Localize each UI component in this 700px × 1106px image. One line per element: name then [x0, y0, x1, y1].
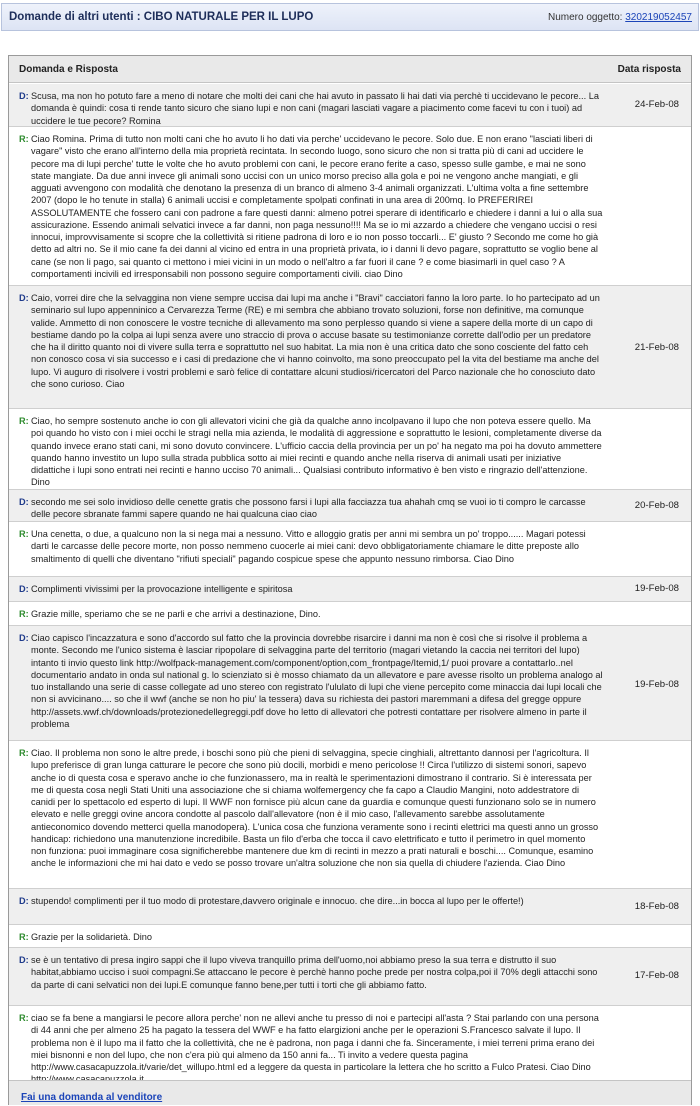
answer-date: 20-Feb-08	[634, 500, 679, 511]
answer-text: Ciao Romina. Prima di tutto non molti cani che ho avuto li ho dati via perche' uccidevano le pecore. Solo due. E non erano "lasciati liberi di vagare" visto che erano all'interno della mia proprietà recintata. In secondo luogo, sono sicuro che non si tratta più di cani ad uccidere le pecore ma di lupi perche' tutte le volte che ho avuto problemi con cani, le pecore erano ferite a caso, spesso sulle gambe, e mai ne sono state mangiate. Da due anni invece gli animali sono uccisi con un unico morso preciso alla gola e poi ne vengono anche mangiati, e gli agguati avvengono con modalità che denotano la presenza di un branco di almeno 3-4 animali organizzati. L'ultima volta a fine settembre 2007 (dopo le ho tenute in stalla) 6 animali uccisi e completamente spolpati confinati in una area di 200mq. Io PREFERIREI ASSOLUTAMENTE che fossero cani con padrone a fare questi danni: almeno potrei sperare di identificarlo e chiedere i danni a lui o alla sua assicurazione. Essendo animali selvatici invece a far danni, non paga nessuno!!!! Ma se io mi azzardo a chiedere che vengano uccisi o resi innocui, improvvisamente si scopre che la collettività si ritiene padrona di loro e io non posso toccarli... E' giusto ? Secondo me come ho già detto ad altri no. Se il mio cane fa dei danni al vicino ed entra in una proprietà privata, io i danni li devo pagare, soprattutto se voglio bene al cane (se non li pago, sai quanto ci mettono i miei vicini in un modo o nell'altro a far fuori il cane ? e come biasimarli in quel caso ? A comportamenti incivili ed irresponsabili non possono seguire comportamenti civili. ciao Dino	[31, 134, 603, 279]
answer-row	[9, 741, 691, 888]
table-header	[9, 56, 691, 83]
qa-table	[8, 55, 692, 1105]
page-header	[1, 3, 699, 31]
table-footer	[9, 1080, 691, 1105]
question-row	[9, 577, 691, 601]
answer-text: Una cenetta, o due, a qualcuno non la si nega mai a nessuno. Vitto e alloggio gratis per anni mi sembra un po' troppo...... Magari potessi darti le carcasse delle pecore morte, non posso nemmeno cuocerle ai miei cani: devo obbligatoriamente chiamare le ditte preposte allo smaltimento di quelli che diventano "rifiuti speciali" pagando cospicue spese che appunto nessuno rimborsa. Ciao Dino	[31, 529, 586, 564]
question-text: Ciao capisco l'incazzatura e sono d'accordo sul fatto che la provincia dovrebbe risarcire i danni ma non è così che si risolve il problema a monte. Secondo me l'unico sistema è lasciar ripopolare di selvaggina parte del territorio (magari vietando la caccia nei territori del lupo) intanto ti invio questo link http://wolfpack-management.com/component/option,com_frontpage/Itemid,1/ puoi provare a contattarlo..nel documentario andato in onda sul national g. lo scienziato si è mosso chiamato da un allevatore e pare avesse risolto un problema analogo al tuo installando una serie di casse collegate ad uno stereo con registrato l'ululato di lupi che viene percepito come minaccia dai lupi locali che non si avvicinano.... so che il wwf (anche se non ho piu' la tessera) dava su richiesta dei pastori maremmani a difesa del gregge oppure http://assets.wwf.ch/downloads/protezionedellegreggi.pdf dove ho letto di allevatori che potresti contattare per risolvere almeno in parte il problema	[31, 633, 603, 729]
question-row	[9, 889, 691, 924]
answer-prefix: R:	[19, 932, 29, 942]
answer-row	[9, 409, 691, 489]
answer-text: Ciao, ho sempre sostenuto anche io con gli allevatori vicini che già da qualche anno incolpavano il lupo che non poteva essere quello. Ma poi quando ho visto con i miei occhi le stragi nella mia azienda, le modalità di aggressione e soprattutto le lesioni, completamente diverse da quando invece erano stati cani, mi sono dovuto convincere. L'ufficio caccia della provincia per un po' ha negato ma poi ha dovuto ammettere quando hanno investito un lupo sulla strada pubblica sotto ai miei recinti e quando anche nella riserva di animali usati per iniziative didattiche i lupi sono entrati nei recinti e hanno ucciso 70 animali... Qualsiasi contributo informativo è ben visto e ringrazio dell'attenzione. Dino	[31, 416, 602, 488]
item-number-link[interactable]: 320219052457	[625, 11, 692, 23]
question-row	[9, 626, 691, 740]
answer-text: ciao se fa bene a mangiarsi le pecore allora perche' non ne allevi anche tu presso di noi e partecipi all'asta ? Stai parlando con una persona di 44 anni che per almeno 25 ha pagato la tessera del WWF e ha fatto elargizioni anche per le operazioni S.Francesco salvate il lupo. Il problema non è il lupo ma il fatto che la collettività, che ne è padrona, non paga i danni che fa. Sinceramente, i miei terreni prima erano dei miei bisnonni e non del lupo, che non c'era più qui almeno da 150 anni fa... Ti invito a vedere questa pagina http://www.casacapuzzola.it/varie/det_willupo.html ed a leggere da questa in particolare la lettera che ho scritto a Fulco Pratesi. Ciao Dino	[31, 1013, 599, 1072]
answer-row	[9, 925, 691, 947]
answer-text: Grazie mille, speriamo che se ne parli e che arrivi a destinazione, Dino.	[31, 609, 321, 619]
question-prefix: D:	[19, 584, 29, 594]
answer-date: 18-Feb-08	[634, 901, 679, 912]
question-prefix: D:	[19, 896, 29, 906]
answer-date: 21-Feb-08	[634, 342, 679, 353]
question-row	[9, 948, 691, 1005]
answer-row	[9, 602, 691, 625]
question-row	[9, 84, 691, 126]
answer-text: Grazie per la solidarietà. Dino	[31, 932, 153, 942]
item-number-label: Numero oggetto:	[547, 11, 623, 23]
answer-row	[9, 1006, 691, 1079]
question-prefix: D:	[19, 91, 29, 101]
answer-date: 19-Feb-08	[634, 679, 679, 690]
answer-prefix: R:	[19, 609, 29, 619]
column-question-header: Domanda e Risposta	[19, 63, 118, 75]
question-text: se è un tentativo di presa ingiro sappi che il lupo viveva tranquillo prima dell'uomo,noi abbiamo preso la sua terra e distrutto il suo habitat,abbiamo ucciso i suoi compagni.Se attaccano le pecore è perchè hanno poche prede per nostra colpa,poi il 70% degli attacchi sono da parte di cani selvatici non dei lupi.E comunque fanno bene,per tutti i torti che gli abbiamo fatto.	[31, 955, 598, 990]
question-text: stupendo! complimenti per il tuo modo di protestare,davvero originale e innocuo. che dire...in bocca al lupo per le offerte!)	[31, 896, 524, 906]
question-row	[9, 490, 691, 521]
question-prefix: D:	[19, 497, 29, 507]
item-number-area	[548, 12, 692, 23]
answer-prefix: R:	[19, 416, 29, 426]
answer-date: 24-Feb-08	[634, 99, 679, 110]
answer-date: 19-Feb-08	[634, 583, 679, 594]
question-prefix: D:	[19, 633, 29, 643]
page-title: Domande di altri utenti : CIBO NATURALE PER IL LUPO	[9, 11, 314, 23]
answer-prefix: R:	[19, 748, 29, 758]
question-text: secondo me sei solo invidioso delle cenette gratis che possono farsi i lupi alla facciazza tua ahahah cmq se vuoi io ti compro le carcasse delle pecore sbranate fammi sapere quando ne hai qualcuna ciao ciao	[31, 497, 586, 520]
question-text: Scusa, ma non ho potuto fare a meno di notare che molti dei cani che hai avuto in passato li hai dati via perchè ti uccidevano le pecore... La domanda è quindi: cosa ti rende tanto sicuro che siano lupi e non cani (magari lasciati vagare a piacimento come facevi tu con i tuoi) ad uccidere le tue pecore? Romina	[31, 91, 599, 126]
answer-row	[9, 127, 691, 285]
answer-prefix: R:	[19, 134, 29, 144]
answer-prefix: R:	[19, 1013, 29, 1023]
answer-row	[9, 522, 691, 576]
answer-text: Ciao. Il problema non sono le altre prede, i boschi sono più che pieni di selvaggina, specie cinghiali, altrettanto dannosi per l'agricoltura. Il lupo preferisce di gran lunga catturare le pecore che sono più docili, morbidi e meno pericolose !! Circa l'utilizzo di sistemi sonori, sapevo anche io di questa cosa e speravo anche io che funzionassero, ma in realtà le sperimentazioni dimostrano il contrario. Si è interessata per me di questa cosa negli Stati Uniti una associazione che si chiama wolfemergency che fa capo a Claudio Mangini, noto addestratore di canidi per lo spettacolo ed esperto di lupi. Il WWF non fornisce più alcun cane da guardia e comunque questi funzionano solo se in numero elevato e nelle greggi ovine ancora condotte al pascolo dall'allevatore (non è il mio caso, l'allevamento sarebbe assolutamente antieconomico dovendo metterci quella manodopera). L'unica cosa che funziona veramente sono i recinti elettrici ma questi anno un grosso handicap: richiedono una manutenzione incredibile. Basta un filo d'erba che tocca il cavo elettrificato e tutto il perimetro in quel momento non funziona: puoi immaginare cosa significherebbe mantenere due km di recinti in mezzo a prati naturali e boschi.... Comunque, esamino anche le informazioni che mi hai dato e vedo se posso trovare un'altra soluzione che non sia quella di chiudere l'azienda. Ciao Dino	[31, 748, 599, 869]
question-prefix: D:	[19, 293, 29, 303]
question-prefix: D:	[19, 955, 29, 965]
question-row	[9, 286, 691, 408]
question-text: Complimenti vivissimi per la provocazione intelligente e spiritosa	[31, 584, 293, 594]
column-date-header: Data risposta	[617, 63, 681, 75]
answer-prefix: R:	[19, 529, 29, 539]
ask-seller-link[interactable]: Fai una domanda al venditore	[21, 1092, 163, 1103]
answer-date: 17-Feb-08	[634, 970, 679, 981]
question-text: Caio, vorrei dire che la selvaggina non viene sempre uccisa dai lupi ma anche i "Bravi" cacciatori fanno la loro parte. Io ho partecipato ad un seminario sul lupo appenninico a Cervarezza Terme (RE) e mi sembra che abbiano trovato soluzioni, forse non definitive, ma comunque valide. Ammetto di non conoscere le vostre tecniche di allevamento ma sono perplesso quando si viene a sapere della morte di un capo di bestiame dando po la colpa ai lupi senza avere uno straccio di prova o accuse basate su testimonianze corrette dall'odio per un predatore che ha il diritto quanto noi di vivere sulla terra e soprattutto nel suo habitat. La mia non è una critica dato che sono cosciente del fatto ceh non conosco cosa vi sia successo e i casi di predazione che vi hanno coinvolto, ma sono preoccupato pel la vita del bestiame ma anche del lupo. Vi auguro di risolvere i vostri problemi e sarò felice di contattare alcuni studiosi/ricercatori del Parco nazionale che ho conosciuto dato che sono curioso. Ciao	[31, 293, 600, 389]
